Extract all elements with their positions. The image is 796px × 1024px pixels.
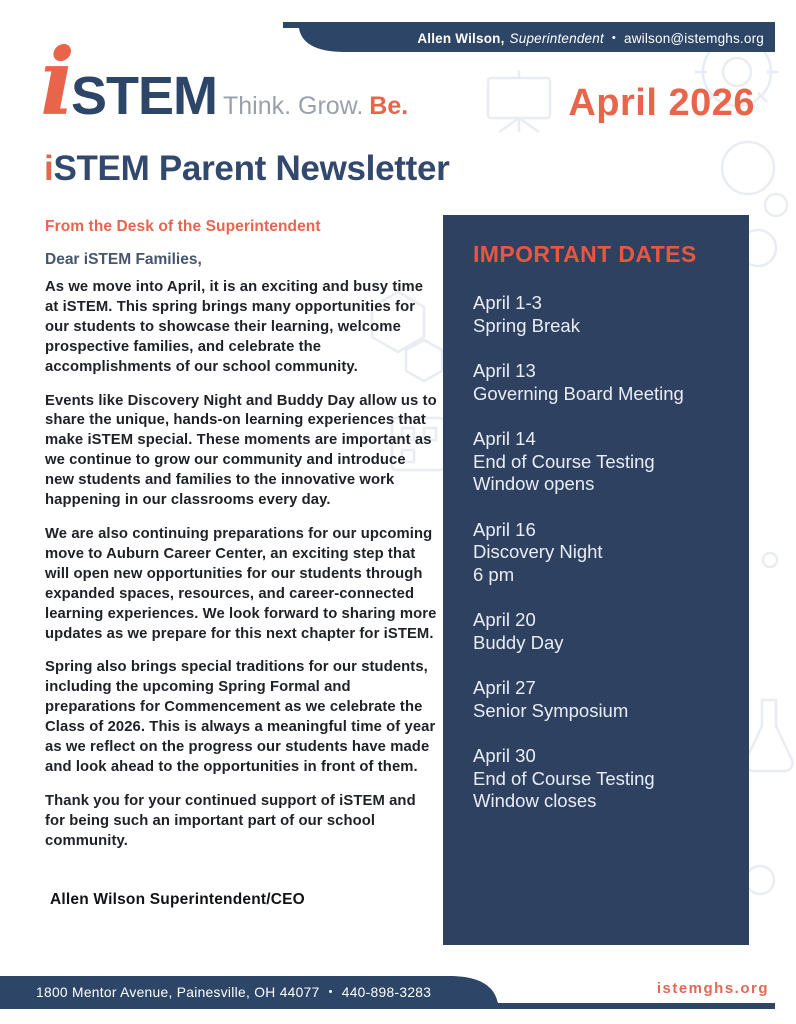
footer-contact [36, 976, 431, 1008]
istem-logo [40, 28, 409, 136]
title-text: STEM Parent Newsletter [53, 149, 450, 188]
school-phone: 440-898-3283 [341, 984, 432, 1000]
logo-stem-text: STEM [70, 66, 217, 126]
superintendent-email[interactable]: awilson@istemghs.org [623, 30, 764, 46]
logo-i-mark: i [40, 28, 71, 136]
event-label: 6 pm [473, 563, 515, 585]
logo-tagline-accent: Be. [369, 92, 409, 120]
letter-paragraph: Events like Discovery Night and Buddy Day allow us to share the unique, hands-on learning experiences that make iSTEM special. These moments are important as we continue to grow our community and introduce new students and families to the innovative work happening in our classrooms every day. [45, 392, 437, 509]
event-date: April 30 [473, 745, 536, 766]
page-title [44, 149, 449, 189]
salutation: Dear iSTEM Families, [45, 251, 202, 268]
section-heading: From the Desk of the Superintendent [45, 218, 321, 235]
separator-dot: • [611, 32, 616, 44]
important-dates-heading: IMPORTANT DATES [473, 241, 697, 267]
event-date: April 16 [473, 518, 536, 540]
event-label: Governing Board Meeting [473, 382, 684, 404]
event-label: Window opens [473, 473, 595, 494]
superintendent-name: Allen Wilson, [417, 30, 505, 46]
event-date: April 27 [473, 677, 536, 698]
letter-content [45, 218, 438, 909]
school-address: 1800 Mentor Avenue, Painesville, OH 44077 [36, 984, 320, 1000]
event-label: End of Course Testing [473, 450, 655, 472]
website-link[interactable]: istemghs.org [656, 980, 769, 997]
event-label: End of Course Testing [473, 767, 655, 789]
event-label: Discovery Night [473, 541, 603, 562]
event-label: Buddy Day [473, 631, 564, 653]
issue-date: April 2026 [568, 82, 755, 124]
event-date: April 1-3 [473, 292, 542, 313]
event-label: Spring Break [473, 314, 580, 336]
event-date: April 20 [473, 609, 536, 630]
title-accent-i: i [44, 149, 54, 188]
logo-tagline: Think. Grow. [222, 92, 364, 120]
letter-paragraph: Spring also brings special traditions for our students, including the upcoming Spring Formal and preparations for Commencement as we celebrate the Class of 2026. This is always a meaningful time of year as we reflect on the progress our students have made and look ahead to the opportunities in front of them. [45, 659, 436, 775]
letter-paragraph: We are also continuing preparations for our upcoming move to Auburn Career Center, an exciting step that will open new opportunities for our students through expanded spaces, resources, and career-connected learning experiences. We look forward to sharing more updates as we prepare for this next chapter for iSTEM. [45, 525, 437, 642]
separator-dot: • [328, 986, 333, 998]
event-date: April 13 [473, 360, 536, 381]
letter-paragraph: As we move into April, it is an exciting and busy time at iSTEM. This spring brings many opportunities for our students to showcase their learning, welcome prospective families, and celebrate the accomplishments of our school community. [45, 279, 424, 375]
event-date: April 14 [473, 428, 536, 449]
letter-paragraph: Thank you for your continued support of iSTEM and for being such an important part of our school community. [45, 792, 416, 849]
signature-line: Allen Wilson Superintendent/CEO [50, 890, 305, 908]
event-label: Senior Symposium [473, 699, 629, 721]
superintendent-role: Superintendent [509, 30, 604, 46]
event-label: Window closes [473, 790, 597, 811]
